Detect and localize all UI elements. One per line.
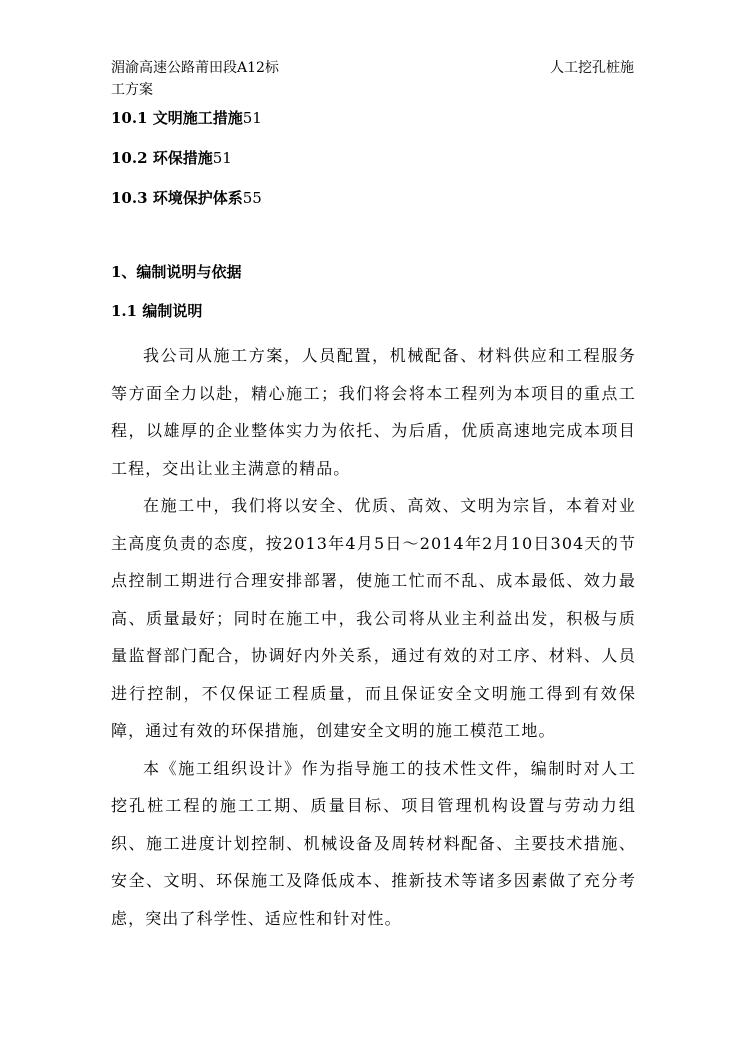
toc-item[interactable] <box>111 106 262 146</box>
toc-item[interactable] <box>111 146 262 186</box>
table-of-contents <box>111 106 262 226</box>
header-project-title: 湄渝高速公路莆田段A12标工方案 <box>111 60 279 98</box>
paragraph: 在施工中，我们将以安全、优质、高效、文明为宗旨，本着对业主高度负责的态度，按2013年4月5日～2014年2月10日304天的节点控制工期进行合理安排部署，使施工忙而不乱、成本最低、效力最高、质量最好；同时在施工中，我公司将从业主利益出发，积极与质量监督部门配合，协调好内外关系，通过有效的对工序、材料、人员进行控制，不仅保证工程质量，而且保证安全文明施工得到有效保障，通过有效的环保措施，创建安全文明的施工模范工地。 <box>111 496 636 740</box>
paragraph: 本《施工组织设计》作为指导施工的技术性文件，编制时对人工挖孔桩工程的施工工期、质量目标、项目管理机构设置与劳动力组织、施工进度计划控制、机械设备及周转材料配备、主要技术措施、安全、文明、环保施工及降低成本、推新技术等诸多因素做了充分考虑，突出了科学性、适应性和针对性。 <box>111 758 636 928</box>
toc-item-page: 51 <box>212 149 232 167</box>
toc-item-label: 10.1 文明施工措施 <box>111 109 243 127</box>
body-text <box>111 337 636 937</box>
toc-item-label: 10.2 环保措施 <box>111 149 213 167</box>
toc-item-page: 51 <box>242 109 262 127</box>
section-heading: 1、编制说明与依据 <box>111 263 242 281</box>
toc-item[interactable] <box>111 186 262 226</box>
header-document-title: 人工挖孔桩施 <box>550 60 634 76</box>
subsection-heading: 1.1 编制说明 <box>111 302 203 320</box>
toc-item-label: 10.3 环境保护体系 <box>111 189 243 207</box>
paragraph: 我公司从施工方案，人员配置，机械配备、材料供应和工程服务等方面全力以赴，精心施工；我们将会将本工程列为本项目的重点工程，以雄厚的企业整体实力为依托、为后盾，优质高速地完成本项目工程，交出让业主满意的精品。 <box>111 346 636 478</box>
toc-item-page: 55 <box>242 189 262 207</box>
